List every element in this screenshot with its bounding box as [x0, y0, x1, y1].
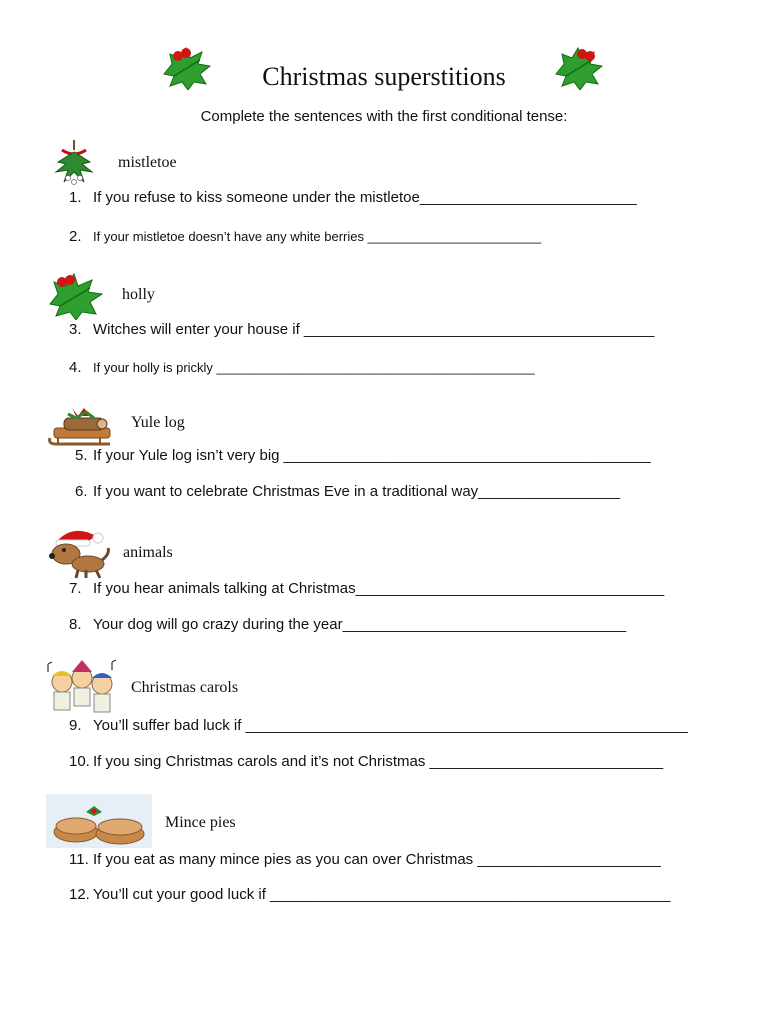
- sentence-item: [69, 228, 541, 245]
- item-number: 10.: [69, 753, 90, 770]
- item-number: 1.: [69, 189, 82, 206]
- carol-singers-icon: [44, 658, 120, 714]
- dog-santa-hat-icon: [44, 526, 112, 580]
- item-number: 7.: [69, 580, 82, 597]
- item-text: If you eat as many mince pies as you can over Christmas ______________________: [93, 851, 661, 868]
- item-number: 9.: [69, 717, 82, 734]
- item-text: If your holly is prickly ____________________________________________: [93, 360, 535, 375]
- section-heading-yule-log: Yule log: [131, 414, 185, 431]
- item-text: If you want to celebrate Christmas Eve in a traditional way_________________: [93, 483, 620, 500]
- item-number: 6.: [75, 483, 88, 500]
- item-text: Your dog will go crazy during the year__________________________________: [93, 616, 627, 633]
- mistletoe-icon: [52, 138, 96, 188]
- sentence-item: [69, 717, 688, 734]
- sentence-item: [75, 483, 620, 500]
- sentence-item: [69, 189, 637, 206]
- sentence-item: [69, 616, 626, 633]
- item-text: If you sing Christmas carols and it’s not Christmas ____________________________: [93, 753, 664, 770]
- section-heading-animals: animals: [123, 544, 173, 561]
- item-number: 11.: [69, 851, 89, 868]
- section-heading-mince-pies: Mince pies: [165, 814, 236, 831]
- item-text: Witches will enter your house if __________________________________________: [93, 321, 655, 338]
- section-heading-christmas-carols: Christmas carols: [131, 679, 239, 696]
- yule-log-sleigh-icon: [46, 402, 118, 446]
- item-text: You’ll suffer bad luck if _____________________________________________________: [93, 717, 688, 734]
- holly-icon: [46, 270, 106, 320]
- page-title: Christmas superstitions: [262, 62, 506, 91]
- item-text: You’ll cut your good luck if ________________________________________________: [93, 886, 671, 903]
- item-text: If you refuse to kiss someone under the mistletoe__________________________: [93, 189, 637, 206]
- sentence-item: [69, 359, 535, 376]
- item-number: 12.: [69, 886, 90, 903]
- sentence-item: [69, 851, 661, 868]
- instructions: Complete the sentences with the first conditional tense:: [200, 108, 568, 125]
- mince-pies-icon: [46, 794, 152, 848]
- section-heading-holly: holly: [122, 286, 155, 303]
- sentence-item: [69, 753, 663, 770]
- item-number: 5.: [75, 447, 88, 464]
- item-text: If your Yule log isn’t very big ____________________________________________: [93, 447, 651, 464]
- item-number: 2.: [69, 228, 82, 245]
- section-heading-mistletoe: mistletoe: [118, 154, 177, 171]
- item-number: 8.: [69, 616, 82, 633]
- item-number: 3.: [69, 321, 82, 338]
- sentence-item: [69, 580, 664, 597]
- item-text: If you hear animals talking at Christmas_____________________________________: [93, 580, 665, 597]
- sentence-item: [69, 886, 670, 903]
- item-text: If your mistletoe doesn’t have any white berries ________________________: [93, 229, 542, 244]
- sentence-item: [75, 447, 651, 464]
- item-number: 4.: [69, 359, 82, 376]
- sentence-item: [69, 321, 654, 338]
